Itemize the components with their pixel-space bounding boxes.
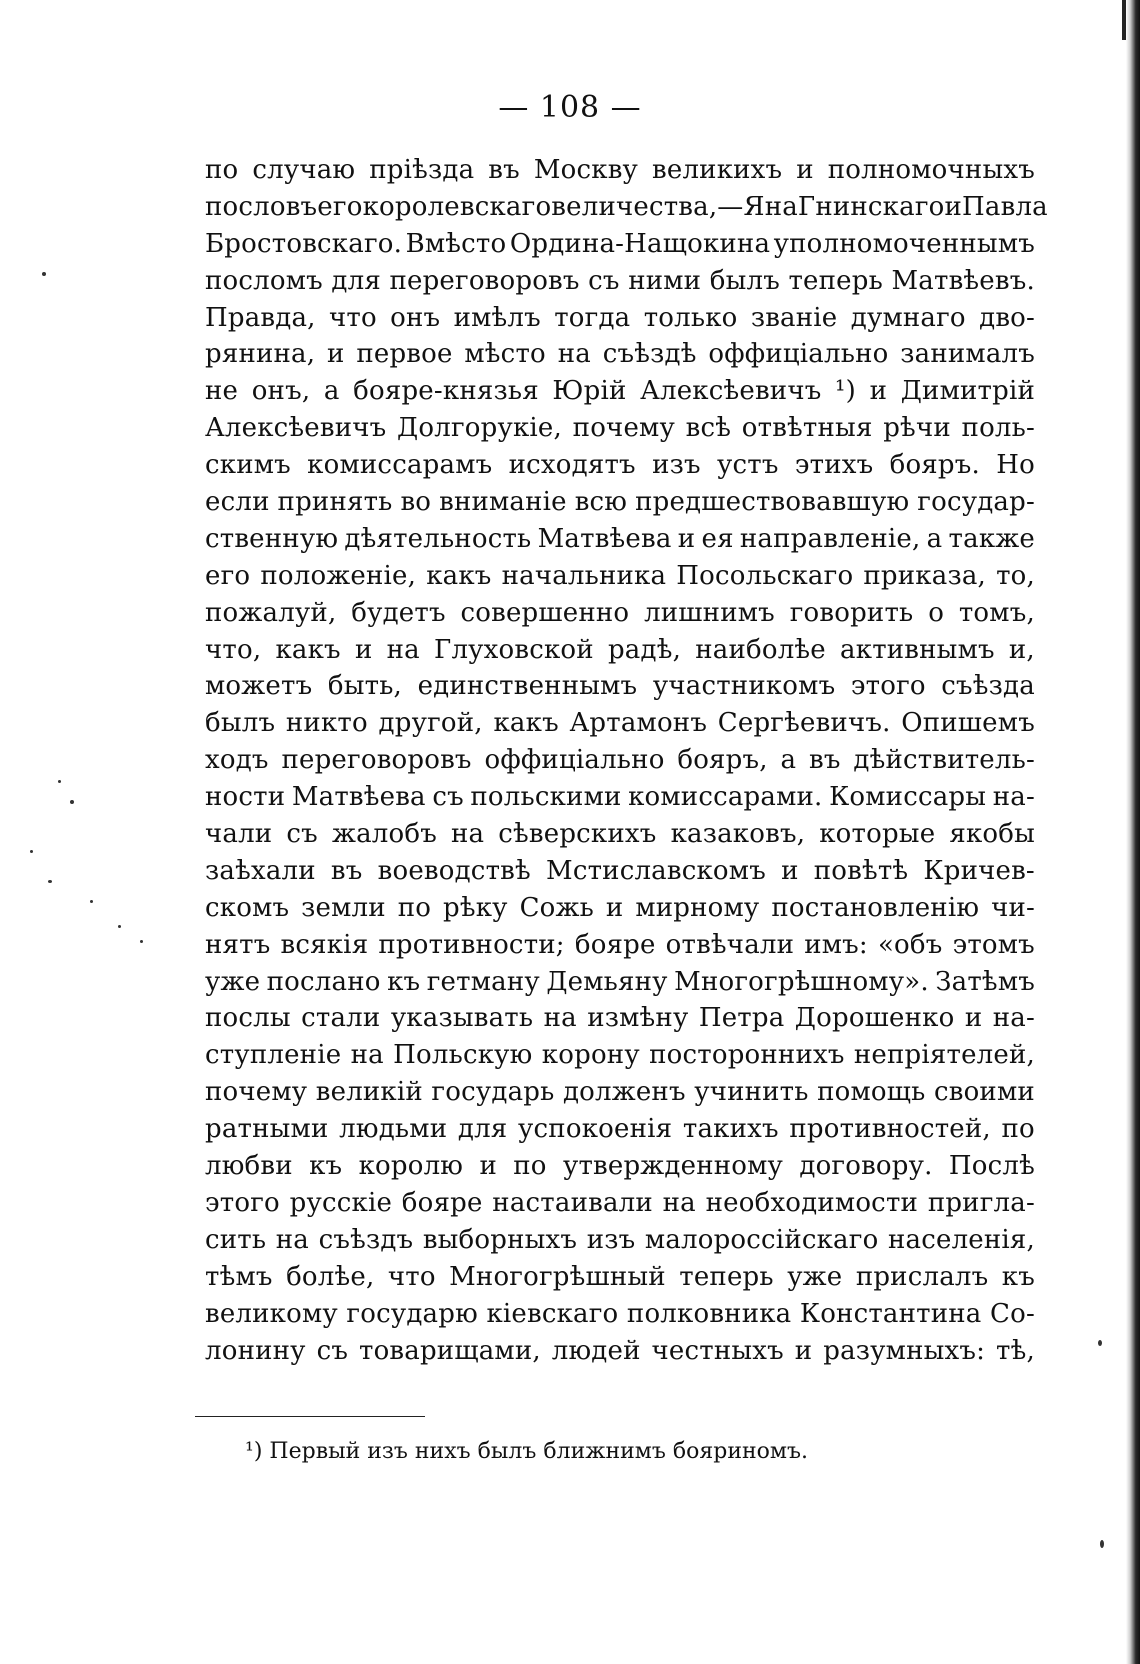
text-line: любви къ королю и по утвержденному договору. Послѣ bbox=[205, 1151, 1035, 1182]
text-line: великому государю кіевскаго полковника Константина Со- bbox=[205, 1298, 1035, 1329]
scan-edge bbox=[1126, 0, 1140, 1664]
text-line: ратными людьми для успокоенія такихъ противностей, по bbox=[205, 1114, 1035, 1145]
scan-edge-mark bbox=[1122, 0, 1126, 40]
text-line: чали съ жалобъ на сѣверскихъ казаковъ, которые якобы bbox=[205, 819, 1035, 850]
text-line: сить на съѣздъ выборныхъ изъ малороссійскаго населенія, bbox=[205, 1224, 1035, 1255]
text-line: почему великій государь долженъ учинить помощь своими bbox=[205, 1077, 1035, 1108]
text-line: лонину съ товарищами, людей честныхъ и разумныхъ: тѣ, bbox=[205, 1335, 1035, 1366]
scan-speck bbox=[58, 780, 61, 783]
scan-speck bbox=[48, 880, 52, 883]
text-line: уже послано къ гетману Демьяну Многогрѣшному». Затѣмъ bbox=[205, 966, 1035, 997]
scan-speck bbox=[118, 925, 121, 928]
scan-speck bbox=[30, 850, 33, 853]
text-line: этого русскіе бояре настаивали на необходимости пригла- bbox=[205, 1187, 1035, 1218]
text-line: ступленіе на Польскую корону постороннихъ непріятелей, bbox=[205, 1040, 1035, 1071]
text-line: ственную дѣятельность Матвѣева и ея направленіе, а также bbox=[205, 523, 1035, 554]
footnote bbox=[245, 1438, 808, 1466]
scan-speck bbox=[140, 940, 143, 943]
text-line: нятъ всякія противности; бояре отвѣчали имъ: «объ этомъ bbox=[205, 929, 1035, 960]
text-line: былъ никто другой, какъ Артамонъ Сергѣевичъ. Опишемъ bbox=[205, 708, 1035, 739]
scan-speck bbox=[1100, 1540, 1104, 1548]
text-line: ности Матвѣева съ польскими комиссарами. Комиссары на- bbox=[205, 782, 1035, 813]
scan-speck bbox=[42, 272, 46, 276]
text-line: что, какъ и на Глуховской радѣ, наиболѣе активнымъ и, bbox=[205, 634, 1035, 665]
scan-speck bbox=[70, 800, 74, 804]
text-line: Правда, что онъ имѣлъ тогда только званіе думнаго дво- bbox=[205, 302, 1035, 333]
text-line: Алексѣевичъ Долгорукіе, почему всѣ отвѣтныя рѣчи поль- bbox=[205, 413, 1035, 444]
footnote-rule bbox=[195, 1416, 425, 1417]
page-number: — 108 — bbox=[498, 90, 642, 125]
text-line: посломъ для переговоровъ съ ними былъ теперь Матвѣевъ. bbox=[205, 265, 1035, 296]
text-line: заѣхали въ воеводствѣ Мстиславскомъ и повѣтѣ Кричев- bbox=[205, 855, 1035, 886]
text-line: скимъ комиссарамъ исходятъ изъ устъ этихъ бояръ. Но bbox=[205, 450, 1035, 481]
scan-speck bbox=[1098, 1340, 1102, 1346]
text-line: пожалуй, будетъ совершенно лишнимъ говорить о томъ, bbox=[205, 597, 1035, 628]
text-line: послы стали указывать на измѣну Петра Дорошенко и на- bbox=[205, 1003, 1035, 1034]
text-line: по случаю пріѣзда въ Москву великихъ и полномочныхъ bbox=[205, 155, 1035, 185]
text-line: пословъ его королевскаго величества,—Яна Гнинскаго иПавла bbox=[205, 191, 1048, 222]
scan-speck bbox=[90, 900, 93, 903]
text-line: Бростовскаго. Вмѣсто Ордина-Нащокина уполномоченнымъ bbox=[205, 228, 1035, 259]
body-text bbox=[205, 152, 1048, 1369]
text-line: скомъ земли по рѣку Сожь и мирному постановленію чи- bbox=[205, 892, 1035, 923]
text-line: тѣмъ болѣе, что Многогрѣшный теперь уже прислалъ къ bbox=[205, 1261, 1035, 1292]
text-line: не онъ, а бояре-князья Юрій Алексѣевичъ ¹) и Димитрій bbox=[205, 376, 1035, 407]
footnote-text: Первый изъ нихъ былъ ближнимъ бояриномъ. bbox=[269, 1439, 809, 1464]
footnote-marker: ¹) bbox=[245, 1439, 263, 1464]
text-line: если принять во вниманіе всю предшествовавшую государ- bbox=[205, 487, 1035, 518]
text-line: можетъ быть, единственнымъ участникомъ этого съѣзда bbox=[205, 671, 1035, 702]
text-line: ходъ переговоровъ оффиціально бояръ, а въ дѣйствитель- bbox=[205, 745, 1035, 776]
text-line: его положеніе, какъ начальника Посольскаго приказа, то, bbox=[205, 560, 1035, 591]
text-line: рянина, и первое мѣсто на съѣздѣ оффиціально занималъ bbox=[205, 339, 1035, 370]
